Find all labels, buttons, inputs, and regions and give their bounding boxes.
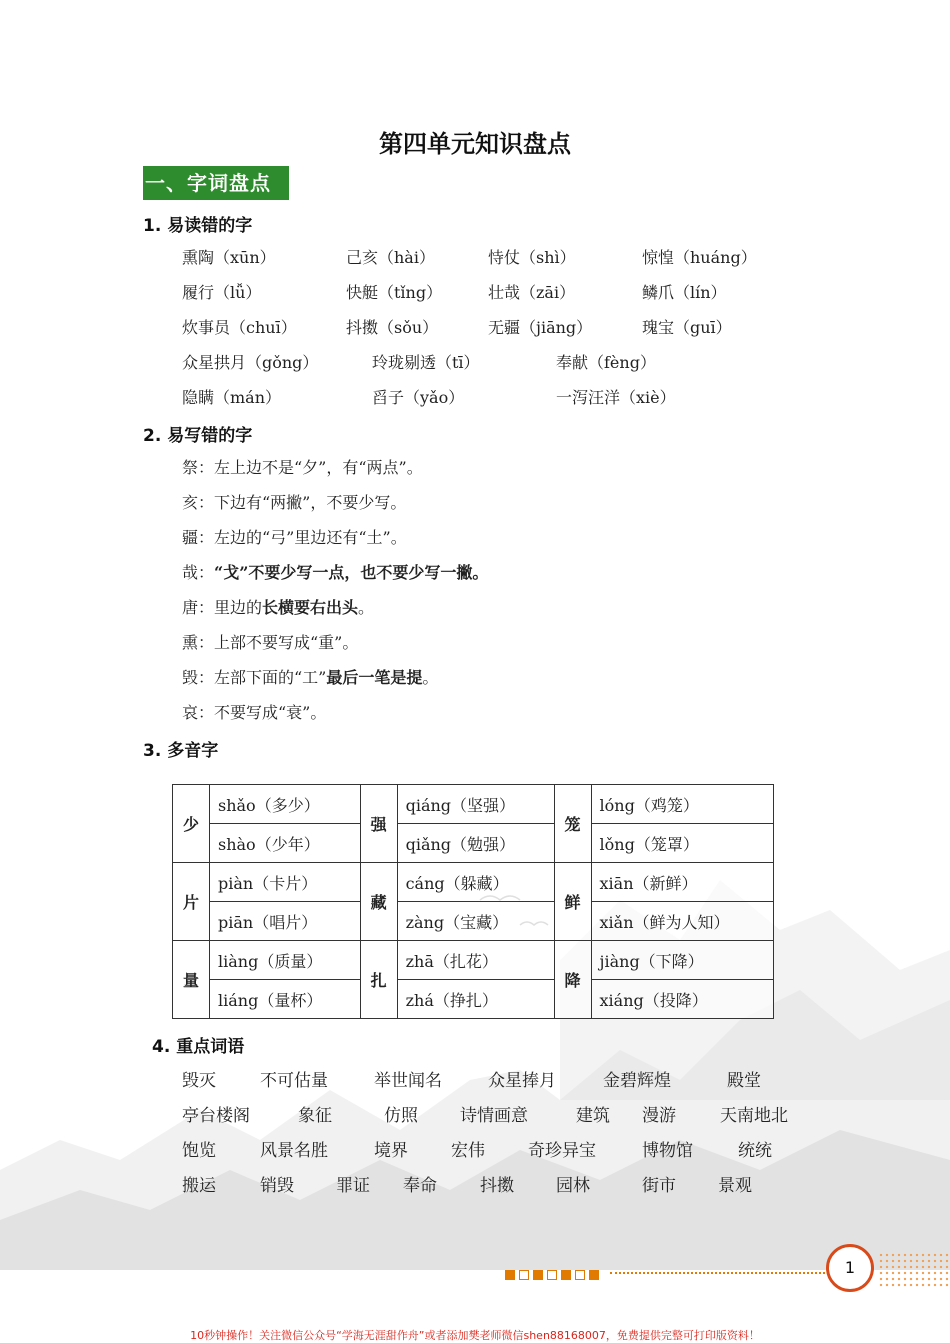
key-word: 饱览 [182, 1141, 216, 1161]
key-word: 宏伟 [451, 1141, 485, 1161]
subheading-easy-write: 2. 易写错的字 [143, 426, 253, 446]
polyphone-char: 扎 [360, 941, 397, 1019]
subheading-polyphones: 3. 多音字 [143, 741, 219, 761]
key-word: 景观 [718, 1176, 752, 1196]
polyphone-reading: xiǎn（鲜为人知） [591, 902, 773, 941]
polyphone-reading: shào（少年） [210, 824, 361, 863]
polyphone-char: 量 [173, 941, 210, 1019]
table-row [173, 863, 774, 902]
polyphone-char: 片 [173, 863, 210, 941]
easy-read-item: 恃仗（shì） [488, 248, 576, 267]
key-word: 街市 [642, 1176, 676, 1196]
polyphone-char: 笼 [554, 785, 591, 863]
polyphone-reading: qiǎng（勉强） [397, 824, 554, 863]
polyphone-reading: qiáng（坚强） [397, 785, 554, 824]
key-word: 漫游 [642, 1106, 676, 1126]
polyphone-reading: xiān（新鲜） [591, 863, 773, 902]
table-row [173, 941, 774, 980]
easy-write-line: 祭：左上边不是“夕”，有“两点”。 [182, 458, 423, 477]
key-word: 罪证 [336, 1176, 370, 1196]
easy-write-line: 唐：里边的长横要右出头。 [182, 598, 375, 617]
key-word: 园林 [556, 1176, 590, 1196]
easy-read-item: 己亥（hài） [346, 248, 435, 267]
polyphone-reading: zhá（挣扎） [397, 980, 554, 1019]
table-row [173, 902, 774, 941]
section-banner: 一、字词盘点 [143, 166, 289, 200]
easy-read-item: 舀子（yǎo） [372, 388, 465, 407]
polyphone-reading: jiàng（下降） [591, 941, 773, 980]
easy-write-line: 亥：下边有“两撇”，不要少写。 [182, 493, 407, 512]
easy-read-item: 鳞爪（lín） [642, 283, 727, 302]
key-word: 诗情画意 [460, 1106, 528, 1126]
easy-write-line: 疆：左边的“弓”里边还有“土”。 [182, 528, 407, 547]
footer-dot-grid [878, 1252, 950, 1288]
easy-write-line: 熏：上部不要写成“重”。 [182, 633, 359, 652]
easy-read-item: 玲珑剔透（tī） [372, 353, 480, 372]
footer-note: 10秒钟操作！关注微信公众号“学海无涯甜作舟”或者添加樊老师微信shen88168007，免费提供完整可打印版资料！ [190, 1329, 760, 1342]
table-row [173, 824, 774, 863]
page-title: 第四单元知识盘点 [379, 130, 571, 158]
polyphone-char: 降 [554, 941, 591, 1019]
easy-read-item: 快艇（tǐng） [346, 283, 443, 302]
footer-dotted-line [610, 1272, 825, 1274]
key-word: 奉命 [403, 1176, 437, 1196]
key-word: 象征 [298, 1106, 332, 1126]
key-word: 仿照 [384, 1106, 418, 1126]
table-row [173, 980, 774, 1019]
easy-write-line: 毁：左部下面的“工”最后一笔是提。 [182, 668, 439, 687]
easy-write-line: 哉：“戈”不要少写一点，也不要少写一撇。 [182, 563, 489, 582]
key-word: 亭台楼阁 [182, 1106, 250, 1126]
key-word: 风景名胜 [260, 1141, 328, 1161]
subheading-key-words: 4. 重点词语 [152, 1037, 245, 1057]
key-word: 天南地北 [720, 1106, 788, 1126]
key-word: 建筑 [576, 1106, 610, 1126]
easy-read-item: 惊惶（huáng） [642, 248, 757, 267]
polyphone-char: 鲜 [554, 863, 591, 941]
polyphone-reading: xiáng（投降） [591, 980, 773, 1019]
polyphone-char: 少 [173, 785, 210, 863]
key-word: 销毁 [260, 1176, 294, 1196]
easy-read-item: 隐瞒（mán） [182, 388, 282, 407]
footer-square-decoration [505, 1265, 603, 1284]
key-word: 殿堂 [727, 1071, 761, 1091]
polyphone-char: 强 [360, 785, 397, 863]
easy-read-item: 抖擞（sǒu） [346, 318, 439, 337]
key-word: 毁灭 [182, 1071, 216, 1091]
easy-read-item: 壮哉（zāi） [488, 283, 576, 302]
table-row [173, 785, 774, 824]
easy-read-item: 熏陶（xūn） [182, 248, 276, 267]
key-word: 众星捧月 [488, 1071, 556, 1091]
polyphone-reading: shǎo（多少） [210, 785, 361, 824]
key-word: 金碧辉煌 [603, 1071, 671, 1091]
polyphone-reading: piān（唱片） [210, 902, 361, 941]
easy-read-item: 众星拱月（gǒng） [182, 353, 319, 372]
key-word: 统统 [738, 1141, 772, 1161]
easy-read-item: 一泻汪洋（xiè） [556, 388, 676, 407]
key-word: 不可估量 [260, 1071, 328, 1091]
easy-read-item: 炊事员（chuī） [182, 318, 297, 337]
easy-read-item: 奉献（fèng） [556, 353, 656, 372]
easy-read-item: 履行（lǚ） [182, 283, 262, 302]
key-word: 抖擞 [480, 1176, 514, 1196]
polyphone-reading: piàn（卡片） [210, 863, 361, 902]
key-word: 搬运 [182, 1176, 216, 1196]
polyphone-reading: cáng（躲藏） [397, 863, 554, 902]
polyphone-char: 藏 [360, 863, 397, 941]
easy-read-item: 瑰宝（guī） [642, 318, 732, 337]
polyphone-reading: liáng（量杯） [210, 980, 361, 1019]
polyphone-table [172, 784, 774, 1019]
subheading-easy-read: 1. 易读错的字 [143, 216, 253, 236]
polyphone-reading: lǒng（笼罩） [591, 824, 773, 863]
key-word: 博物馆 [642, 1141, 693, 1161]
easy-read-item: 无疆（jiāng） [488, 318, 593, 337]
easy-write-line: 哀：不要写成“衰”。 [182, 703, 327, 722]
page-number: 1 [826, 1244, 874, 1292]
polyphone-reading: zhā（扎花） [397, 941, 554, 980]
polyphone-reading: lóng（鸡笼） [591, 785, 773, 824]
key-word: 奇珍异宝 [528, 1141, 596, 1161]
key-word: 境界 [374, 1141, 408, 1161]
polyphone-reading: liàng（质量） [210, 941, 361, 980]
key-word: 举世闻名 [374, 1071, 442, 1091]
polyphone-reading: zàng（宝藏） [397, 902, 554, 941]
